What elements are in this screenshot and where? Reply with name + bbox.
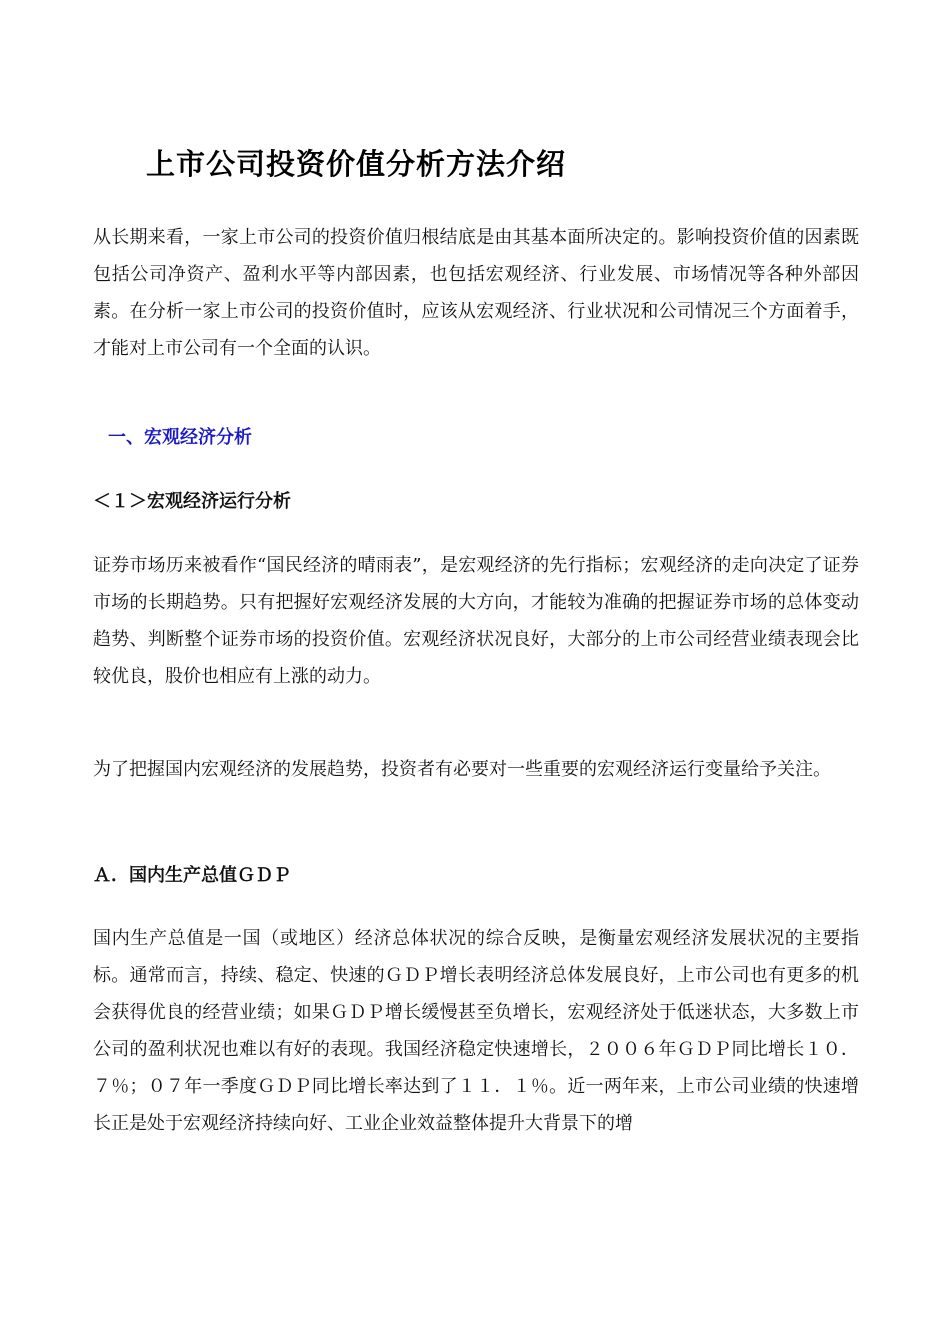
subsection-heading-macro-operation: ＜１＞宏观经济运行分析 xyxy=(93,491,291,512)
gdp-paragraph: 国内生产总值是一国（或地区）经济总体状况的综合反映，是衡量宏观经济发展状况的主要指标。通常而言，持续、稳定、快速的ＧＤＰ增长表明经济总体发展良好，上市公司也有更多的机会获得优良的经营业绩；如果ＧＤＰ增长缓慢甚至负增长，宏观经济处于低迷状态，大多数上市公司的盈利状况也难以有好的表现。我国经济稳定快速增长，２００６年ＧＤＰ同比增长１０．７％；０７年一季度ＧＤＰ同比增长率达到了１１．１％。近一两年来，上市公司业绩的快速增长正是处于宏观经济持续向好、工业企业效益整体提升大背景下的增 xyxy=(93,928,859,1134)
macro-variables-paragraph: 为了把握国内宏观经济的发展趋势，投资者有必要对一些重要的宏观经济运行变量给予关注。 xyxy=(93,759,831,780)
market-barometer-paragraph: 证券市场历来被看作“国民经济的晴雨表”，是宏观经济的先行指标；宏观经济的走向决定了证券市场的长期趋势。只有把握好宏观经济发展的大方向，才能较为准确的把握证券市场的总体变动趋势、判断整个证券市场的投资价值。宏观经济状况良好，大部分的上市公司经营业绩表现会比较优良，股价也相应有上涨的动力。 xyxy=(93,555,859,687)
subsection-heading-gdp: Ａ．国内生产总值ＧＤＰ xyxy=(93,865,291,886)
document-title: 上市公司投资价值分析方法介绍 xyxy=(146,147,567,181)
intro-paragraph: 从长期来看，一家上市公司的投资价值归根结底是由其基本面所决定的。影响投资价值的因素既包括公司净资产、盈利水平等内部因素，也包括宏观经济、行业发展、市场情况等各种外部因素。在分析一家上市公司的投资价值时，应该从宏观经济、行业状况和公司情况三个方面着手，才能对上市公司有一个全面的认识。 xyxy=(93,227,859,359)
section-heading-macro-economy: 一、宏观经济分析 xyxy=(108,427,252,448)
